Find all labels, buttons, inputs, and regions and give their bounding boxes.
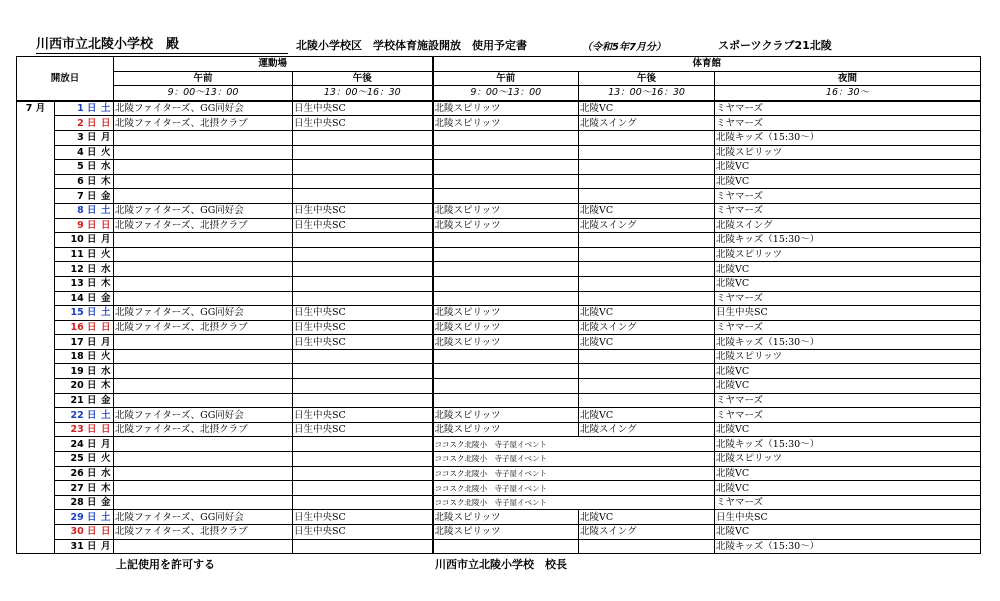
ground-pm-cell: 日生中央SC [293,335,433,350]
ground-pm-cell [293,233,433,248]
gym-am-cell [433,349,579,364]
ground-am-header: 午前 [114,71,293,86]
permission-text: 上記使用を許可する [116,558,215,571]
ground-pm-cell: 日生中央SC [293,101,433,116]
night-cell: 北陵VC [715,481,981,496]
day-number: 7 日 [55,189,99,204]
night-cell: 北陵VC [715,379,981,394]
gym-pm-cell: 北陵スイング [579,525,715,540]
gym-pm-cell: 北陵スイング [579,218,715,233]
night-cell: 北陵スピリッツ [715,349,981,364]
day-number: 4 日 [55,145,99,160]
day-number: 16 日 [55,320,99,335]
ground-am-cell [114,393,293,408]
ground-am-cell: 北陵ファイターズ、GG同好会 [114,101,293,116]
ground-pm-cell: 日生中央SC [293,218,433,233]
table-row [17,189,981,204]
gym-am-cell [433,262,579,277]
night-cell: 北陵キッズ（15:30～） [715,539,981,554]
gym-header: 体育館 [433,57,981,72]
gym-am-time: 9：00～13：00 [433,86,579,101]
gym-pm-cell: 北陵VC [579,335,715,350]
day-number: 13 日 [55,276,99,291]
table-row [17,101,981,116]
weekday: 木 [99,379,114,394]
gym-am-cell: 北陵スピリッツ [433,306,579,321]
table-row [17,466,981,481]
ground-am-cell: 北陵ファイターズ、GG同好会 [114,510,293,525]
weekday: 水 [99,364,114,379]
ground-pm-cell: 日生中央SC [293,510,433,525]
gym-am-cell [433,174,579,189]
gym-pm-cell: 北陵VC [579,510,715,525]
month-label: 7 月 [17,101,55,554]
day-number: 30 日 [55,525,99,540]
night-cell: ミヤマーズ [715,189,981,204]
document-title: 北陵小学校区 学校体育施設開放 使用予定書 [296,39,527,52]
gym-pm-cell: 北陵VC [579,203,715,218]
ground-pm-cell [293,364,433,379]
ground-pm-cell [293,452,433,467]
period-label: （令和5年7月分） [582,42,666,53]
gym-pm-header: 午後 [579,71,715,86]
gym-event-cell: ココスク北陵小 寺子屋イベント [433,495,715,510]
gym-pm-cell [579,160,715,175]
gym-pm-cell [579,276,715,291]
gym-pm-cell: 北陵スイング [579,116,715,131]
weekday: 土 [99,408,114,423]
gym-am-cell: 北陵スピリッツ [433,510,579,525]
ground-pm-cell [293,393,433,408]
ground-pm-cell [293,189,433,204]
night-cell: ミヤマーズ [715,320,981,335]
ground-pm-cell: 日生中央SC [293,203,433,218]
gym-event-cell: ココスク北陵小 寺子屋イベント [433,481,715,496]
weekday: 金 [99,291,114,306]
club-name: スポーツクラブ21北陵 [718,39,832,52]
night-time: 16：30～ [715,86,981,101]
gym-pm-cell [579,130,715,145]
weekday: 木 [99,276,114,291]
ground-pm-cell [293,466,433,481]
ground-am-cell [114,160,293,175]
ground-am-cell: 北陵ファイターズ、GG同好会 [114,408,293,423]
weekday: 金 [99,189,114,204]
table-row [17,218,981,233]
weekday: 木 [99,481,114,496]
night-cell: 北陵VC [715,262,981,277]
day-number: 1 日 [55,101,99,116]
gym-pm-cell: 北陵VC [579,101,715,116]
night-cell: 北陵VC [715,276,981,291]
ground-am-cell [114,495,293,510]
addressee: 川西市立北陵小学校 殿 [36,33,288,54]
ground-am-cell: 北陵ファイターズ、北摂クラブ [114,218,293,233]
table-row [17,495,981,510]
ground-pm-cell [293,495,433,510]
gym-am-cell [433,539,579,554]
ground-pm-cell [293,262,433,277]
weekday: 火 [99,247,114,262]
gym-am-cell: 北陵スピリッツ [433,320,579,335]
table-row [17,174,981,189]
table-row [17,481,981,496]
gym-pm-cell [579,393,715,408]
night-cell: 北陵キッズ（15:30～） [715,130,981,145]
ground-am-cell: 北陵ファイターズ、GG同好会 [114,306,293,321]
ground-am-cell [114,349,293,364]
gym-am-cell: 北陵スピリッツ [433,335,579,350]
night-cell: ミヤマーズ [715,203,981,218]
night-cell: ミヤマーズ [715,393,981,408]
day-number: 25 日 [55,452,99,467]
gym-am-cell: 北陵スピリッツ [433,422,579,437]
gym-pm-cell [579,379,715,394]
weekday: 火 [99,349,114,364]
night-cell: 北陵キッズ（15:30～） [715,233,981,248]
day-number: 12 日 [55,262,99,277]
night-cell: ミヤマーズ [715,408,981,423]
weekday: 水 [99,160,114,175]
ground-pm-cell [293,145,433,160]
ground-am-cell: 北陵ファイターズ、北摂クラブ [114,320,293,335]
gym-pm-cell: 北陵VC [579,306,715,321]
ground-am-cell [114,247,293,262]
gym-pm-cell: 北陵スイング [579,320,715,335]
gym-am-cell: 北陵スピリッツ [433,101,579,116]
gym-am-header: 午前 [433,71,579,86]
day-number: 21 日 [55,393,99,408]
night-cell: 北陵スピリッツ [715,247,981,262]
day-number: 10 日 [55,233,99,248]
day-number: 24 日 [55,437,99,452]
weekday: 月 [99,335,114,350]
night-cell: 日生中央SC [715,510,981,525]
gym-event-cell: ココスク北陵小 寺子屋イベント [433,437,715,452]
gym-am-cell [433,393,579,408]
night-cell: 北陵VC [715,364,981,379]
table-row [17,130,981,145]
day-number: 26 日 [55,466,99,481]
day-number: 2 日 [55,116,99,131]
weekday: 日 [99,422,114,437]
ground-am-cell [114,379,293,394]
ground-pm-cell: 日生中央SC [293,116,433,131]
table-row [17,291,981,306]
table-row [17,525,981,540]
weekday: 土 [99,306,114,321]
night-header: 夜間 [715,71,981,86]
ground-am-cell [114,466,293,481]
ground-am-cell [114,452,293,467]
ground-am-cell [114,189,293,204]
gym-am-cell [433,189,579,204]
table-row [17,364,981,379]
weekday: 土 [99,510,114,525]
night-cell: 北陵VC [715,466,981,481]
table-row [17,539,981,554]
gym-pm-cell [579,364,715,379]
schedule-table [16,56,981,554]
day-number: 28 日 [55,495,99,510]
ground-am-cell: 北陵ファイターズ、北摂クラブ [114,422,293,437]
day-number: 31 日 [55,539,99,554]
ground-pm-cell [293,276,433,291]
weekday: 日 [99,320,114,335]
day-number: 9 日 [55,218,99,233]
table-row [17,510,981,525]
ground-pm-cell: 日生中央SC [293,408,433,423]
ground-am-cell [114,291,293,306]
night-cell: ミヤマーズ [715,495,981,510]
gym-am-cell: 北陵スピリッツ [433,218,579,233]
table-row [17,393,981,408]
gym-event-cell: ココスク北陵小 寺子屋イベント [433,466,715,481]
principal-signature: 川西市立北陵小学校 校長 [435,558,567,571]
gym-am-cell [433,364,579,379]
ground-pm-cell [293,539,433,554]
gym-am-cell [433,130,579,145]
night-cell: 北陵キッズ（15:30～） [715,335,981,350]
day-number: 15 日 [55,306,99,321]
table-row [17,437,981,452]
ground-pm-cell [293,481,433,496]
ground-am-cell: 北陵ファイターズ、北摂クラブ [114,116,293,131]
gym-am-cell: 北陵スピリッツ [433,116,579,131]
table-row [17,349,981,364]
ground-header: 運動場 [114,57,433,72]
ground-am-cell [114,233,293,248]
weekday: 火 [99,145,114,160]
gym-am-cell [433,379,579,394]
gym-am-cell: 北陵スピリッツ [433,203,579,218]
day-number: 11 日 [55,247,99,262]
night-cell: 北陵VC [715,525,981,540]
weekday: 水 [99,262,114,277]
table-row [17,262,981,277]
day-number: 5 日 [55,160,99,175]
ground-pm-cell [293,379,433,394]
night-cell: 北陵スピリッツ [715,452,981,467]
gym-pm-cell [579,233,715,248]
night-cell: ミヤマーズ [715,291,981,306]
ground-am-cell: 北陵ファイターズ、北摂クラブ [114,525,293,540]
ground-am-cell [114,276,293,291]
day-number: 19 日 [55,364,99,379]
ground-pm-cell: 日生中央SC [293,320,433,335]
gym-pm-cell [579,145,715,160]
night-cell: 北陵スピリッツ [715,145,981,160]
day-number: 20 日 [55,379,99,394]
day-number: 23 日 [55,422,99,437]
gym-pm-cell: 北陵スイング [579,422,715,437]
ground-am-cell [114,174,293,189]
table-row [17,203,981,218]
ground-pm-cell: 日生中央SC [293,422,433,437]
night-cell: 日生中央SC [715,306,981,321]
ground-am-cell [114,130,293,145]
gym-am-cell: 北陵スピリッツ [433,408,579,423]
table-row [17,422,981,437]
table-row [17,320,981,335]
ground-am-cell [114,539,293,554]
gym-pm-cell: 北陵VC [579,408,715,423]
ground-am-cell [114,437,293,452]
gym-am-cell [433,291,579,306]
gym-pm-cell [579,262,715,277]
gym-event-cell: ココスク北陵小 寺子屋イベント [433,452,715,467]
night-cell: 北陵スイング [715,218,981,233]
ground-am-cell [114,145,293,160]
night-cell: 北陵VC [715,422,981,437]
table-row [17,145,981,160]
ground-am-cell [114,335,293,350]
gym-am-cell [433,160,579,175]
ground-pm-cell [293,349,433,364]
ground-pm-cell: 日生中央SC [293,306,433,321]
weekday: 金 [99,393,114,408]
day-number: 18 日 [55,349,99,364]
weekday: 金 [99,495,114,510]
ground-pm-header: 午後 [293,71,433,86]
table-row [17,160,981,175]
day-number: 8 日 [55,203,99,218]
gym-pm-cell [579,349,715,364]
night-cell: 北陵VC [715,174,981,189]
ground-pm-cell [293,174,433,189]
gym-am-cell [433,233,579,248]
weekday: 日 [99,525,114,540]
day-number: 6 日 [55,174,99,189]
gym-pm-cell [579,174,715,189]
table-row [17,408,981,423]
gym-pm-time: 13：00～16：30 [579,86,715,101]
open-day-header: 開放日 [17,57,114,101]
day-number: 27 日 [55,481,99,496]
ground-pm-cell [293,247,433,262]
weekday: 月 [99,437,114,452]
night-cell: ミヤマーズ [715,116,981,131]
day-number: 17 日 [55,335,99,350]
gym-am-cell [433,276,579,291]
weekday: 月 [99,539,114,554]
ground-am-time: 9：00～13：00 [114,86,293,101]
table-row [17,335,981,350]
day-number: 3 日 [55,130,99,145]
weekday: 火 [99,452,114,467]
gym-pm-cell [579,539,715,554]
weekday: 月 [99,130,114,145]
gym-pm-cell [579,247,715,262]
table-row [17,276,981,291]
ground-am-cell [114,364,293,379]
night-cell: ミヤマーズ [715,101,981,116]
ground-pm-cell [293,160,433,175]
ground-pm-cell [293,130,433,145]
weekday: 月 [99,233,114,248]
table-row [17,379,981,394]
night-cell: 北陵キッズ（15:30～） [715,437,981,452]
ground-pm-time: 13：00～16：30 [293,86,433,101]
ground-pm-cell [293,437,433,452]
table-row [17,247,981,262]
weekday: 木 [99,174,114,189]
ground-pm-cell: 日生中央SC [293,525,433,540]
weekday: 水 [99,466,114,481]
table-row [17,233,981,248]
ground-pm-cell [293,291,433,306]
day-number: 22 日 [55,408,99,423]
day-number: 14 日 [55,291,99,306]
weekday: 日 [99,116,114,131]
gym-am-cell [433,145,579,160]
weekday: 土 [99,203,114,218]
day-number: 29 日 [55,510,99,525]
gym-am-cell: 北陵スピリッツ [433,525,579,540]
table-row [17,306,981,321]
night-cell: 北陵VC [715,160,981,175]
gym-pm-cell [579,189,715,204]
weekday: 日 [99,218,114,233]
table-row [17,116,981,131]
gym-am-cell [433,247,579,262]
table-row [17,452,981,467]
ground-am-cell [114,262,293,277]
gym-pm-cell [579,291,715,306]
ground-am-cell [114,481,293,496]
weekday: 土 [99,101,114,116]
ground-am-cell: 北陵ファイターズ、GG同好会 [114,203,293,218]
